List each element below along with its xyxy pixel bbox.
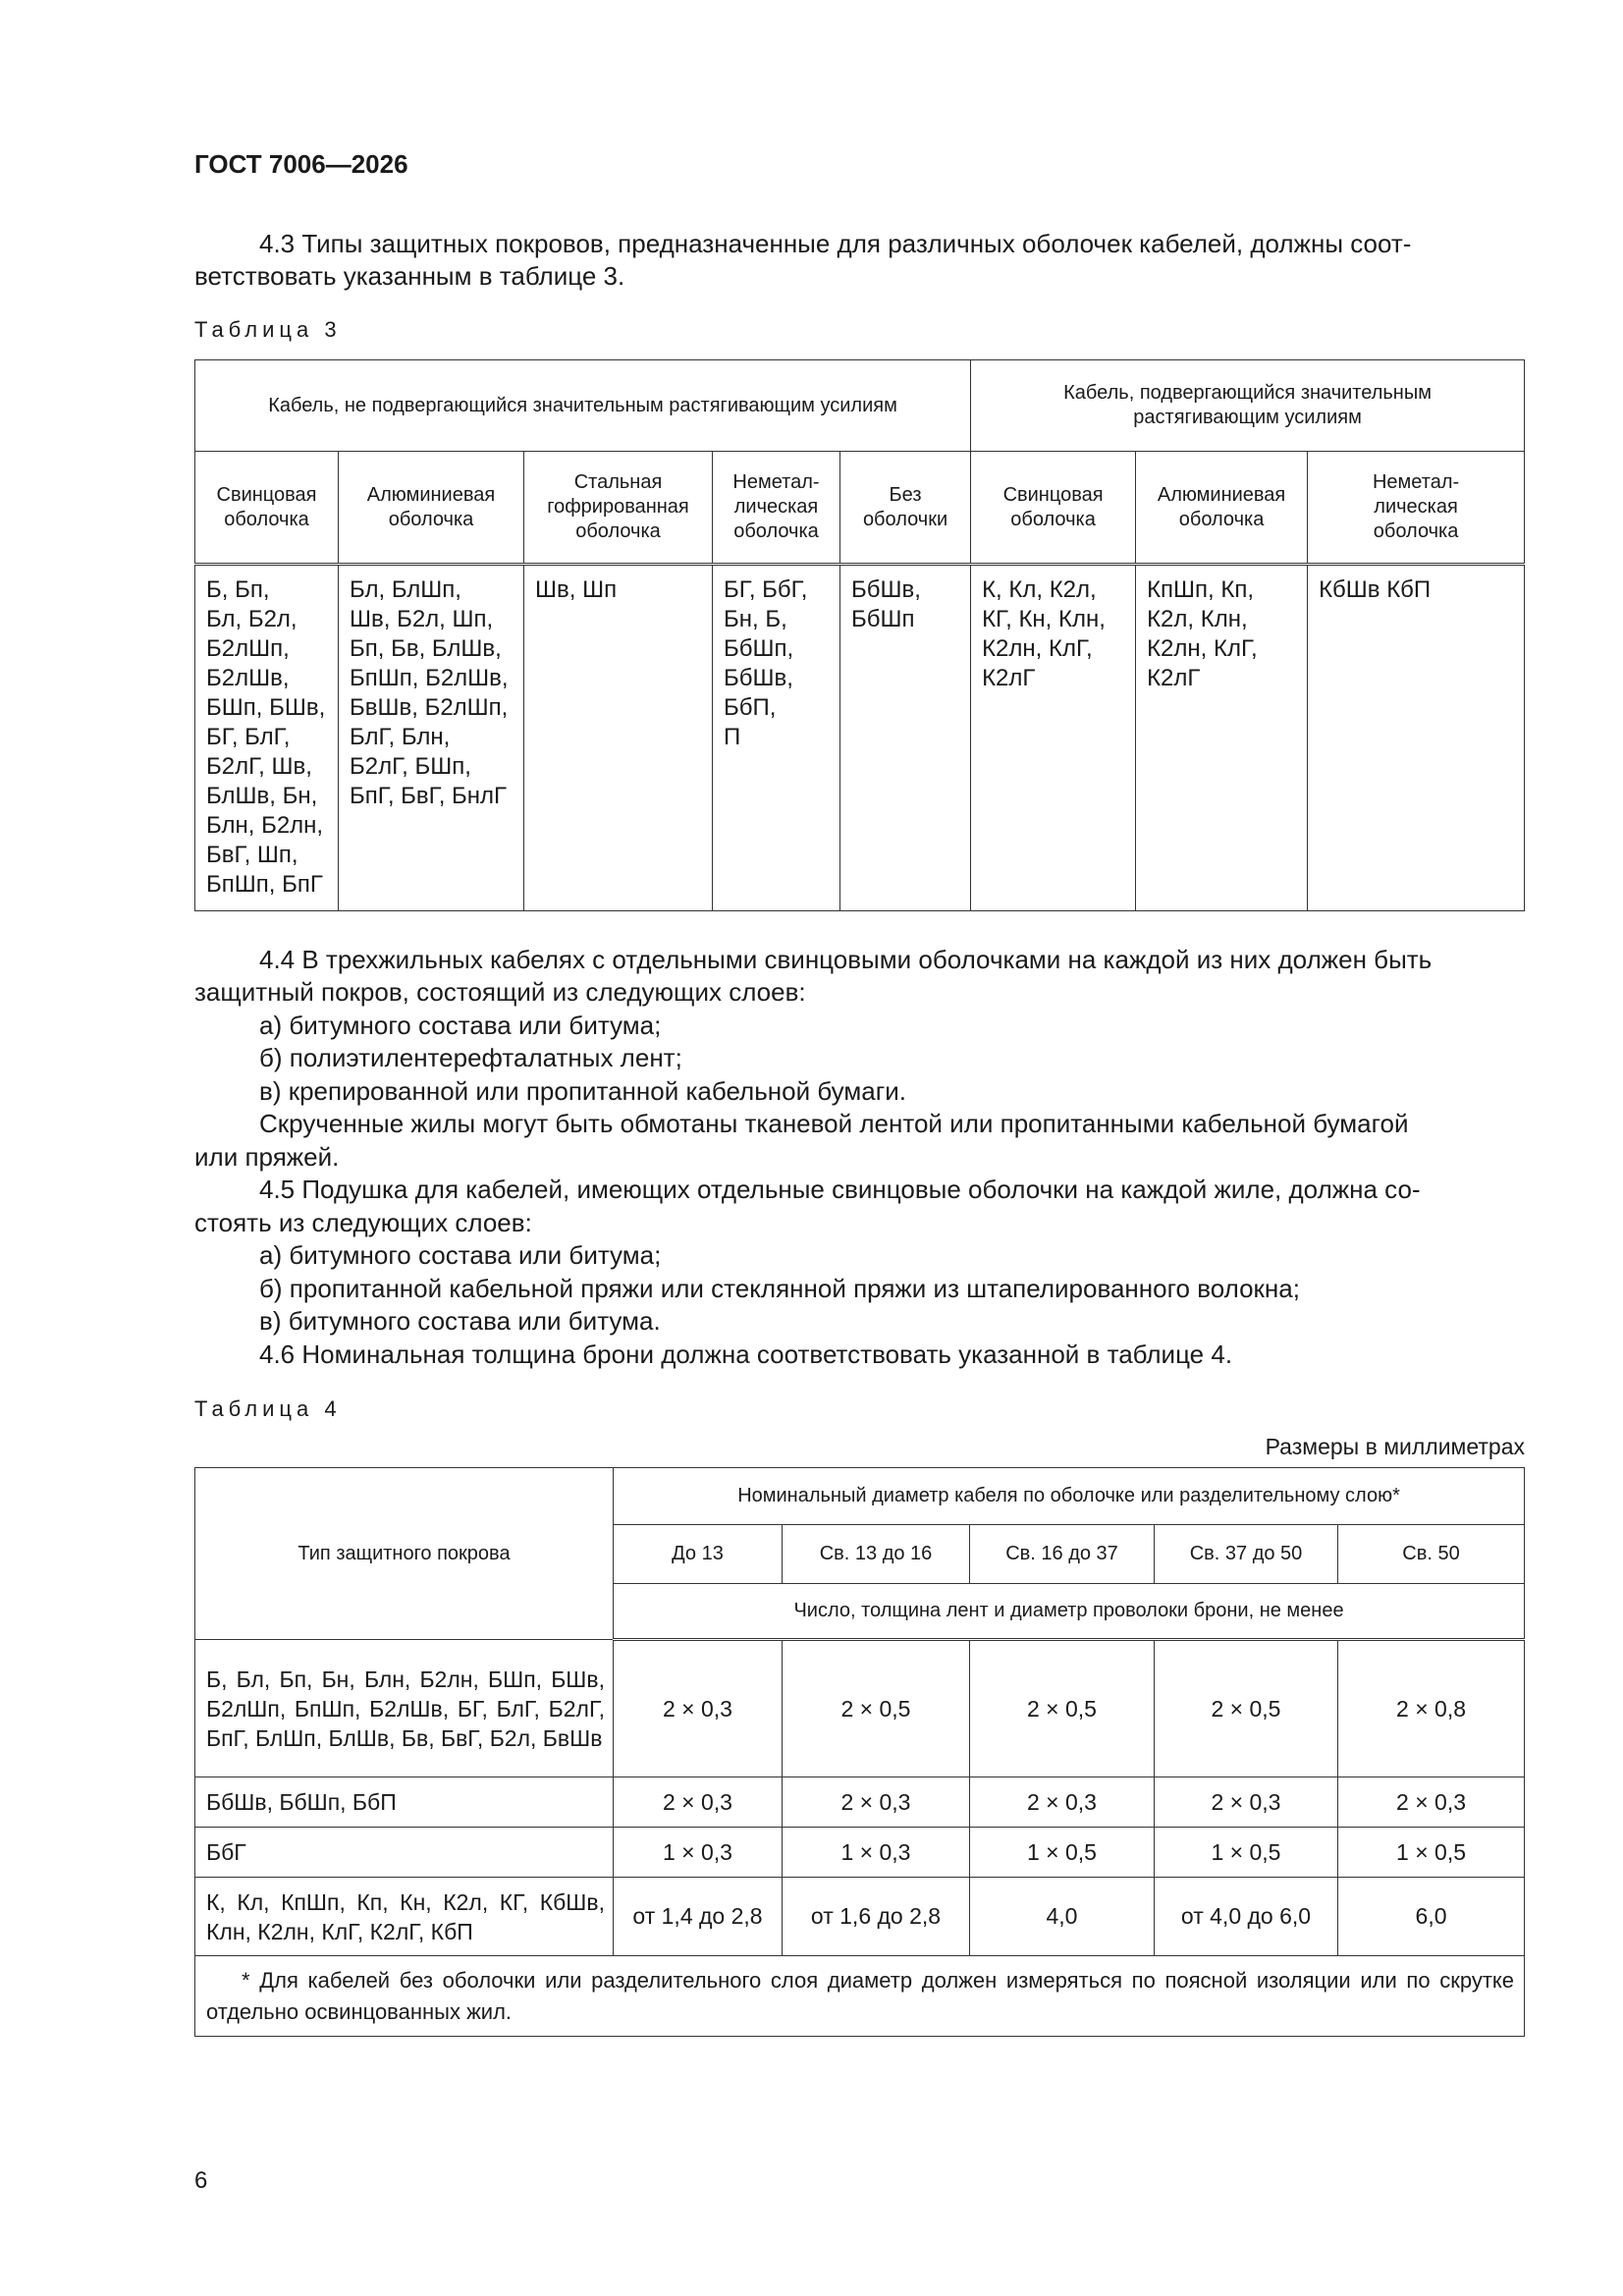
t4-value-cell: от 1,4 до 2,8 (614, 1878, 783, 1956)
t3-cell-nonmetal: БГ, БбГ, Бн, Б, БбШп, БбШв, БбП, П (713, 565, 840, 911)
t4-type-cell: БбГ (195, 1828, 614, 1878)
para-4-4-line-4: или пряжей. (194, 1142, 340, 1172)
t4-value-cell: 2 × 0,3 (970, 1777, 1155, 1828)
t4-range: Св. 16 до 37 (970, 1525, 1155, 1584)
t4-range: Св. 37 до 50 (1155, 1525, 1338, 1584)
table-3 (194, 359, 1525, 911)
t4-value-cell: 2 × 0,5 (970, 1640, 1155, 1777)
para-4-5-item-c: в) битумного состава или битума. (259, 1306, 661, 1336)
t3-cell-aluminium: Бл, БлШп, Шв, Б2л, Шп, Бп, Бв, БлШв, БпШп, Б2лШв, БвШв, Б2лШп, БлГ, Блн, Б2лГ, БШп, БпГ, БвГ, БнлГ (339, 565, 524, 911)
t4-value-cell: 1 × 0,3 (614, 1828, 783, 1878)
t4-value-cell: 4,0 (970, 1878, 1155, 1956)
para-4-4-line-2: защитный покров, состоящий из следующих слоев: (194, 977, 806, 1007)
para-4-4-line-3: Скрученные жилы могут быть обмотаны тканевой лентой или пропитанными кабельной бумагой (259, 1109, 1409, 1138)
t4-value-cell: 1 × 0,5 (970, 1828, 1155, 1878)
t4-value-cell: 6,0 (1338, 1878, 1525, 1956)
t4-value-cell: 2 × 0,5 (1155, 1640, 1338, 1777)
para-4-3-line-2: ветствовать указанным в таблице 3. (194, 261, 625, 291)
table-4-units: Размеры в миллиметрах (1265, 1434, 1525, 1459)
para-4-6: 4.6 Номинальная толщина брони должна соответствовать указанной в таблице 4. (259, 1339, 1233, 1369)
t4-value-cell: 2 × 0,3 (614, 1640, 783, 1777)
t4-value-cell: 1 × 0,5 (1338, 1828, 1525, 1878)
table-4 (194, 1467, 1525, 2037)
para-4-5-line-1: 4.5 Подушка для кабелей, имеющих отдельные свинцовые оболочки на каждой жиле, должна со- (259, 1175, 1421, 1204)
t3-cell-lead: Б, Бп, Бл, Б2л, Б2лШп, Б2лШв, БШп, БШв, БГ, БлГ, Б2лГ, Шв, БлШв, Бн, Блн, Б2лн, БвГ, Шп, БпШп, БпГ (195, 565, 339, 911)
document-header: ГОСТ 7006—2026 (194, 149, 408, 179)
t4-value-cell: 2 × 0,3 (614, 1777, 783, 1828)
para-4-4-item-b: б) полиэтилентерефталатных лент; (259, 1043, 682, 1072)
para-4-5-item-b: б) пропитанной кабельной пряжи или стеклянной пряжи из штапелированного волокна; (259, 1274, 1300, 1303)
t4-type-cell: БбШв, БбШп, БбП (195, 1777, 614, 1828)
t3-cell-aluminium-stretched: КпШп, Кп, К2л, Клн, К2лн, КлГ, К2лГ (1136, 565, 1308, 911)
para-4-5-line-2: стоять из следующих слоев: (194, 1208, 532, 1237)
t3-col-header: Неметал- лическая оболочка (1308, 452, 1525, 565)
t4-subheader: Число, толщина лент и диаметр проволоки брони, не менее (614, 1584, 1525, 1640)
t4-footnote: * Для кабелей без оболочки или разделительного слоя диаметр должен измеряться по поясной изоляции или по скрутке отдельно освинцованных жил. (195, 1956, 1525, 2037)
t3-cell-steel: Шв, Шп (524, 565, 713, 911)
table-row (195, 1640, 1525, 1777)
t4-value-cell: 1 × 0,5 (1155, 1828, 1338, 1878)
t4-type-cell: Б, Бл, Бп, Бн, Блн, Б2лн, БШп, БШв, Б2лШп, БпШп, Б2лШв, БГ, БлГ, Б2лГ, БпГ, БлШп, БлШв, Бв, БвГ, Б2л, БвШв (195, 1640, 614, 1777)
t4-type-cell: К, Кл, КпШп, Кп, Кн, К2л, КГ, КбШв, Клн, К2лн, КлГ, К2лГ, КбП (195, 1878, 614, 1956)
t3-cell-no-sheath: БбШв, БбШп (840, 565, 971, 911)
t4-value-cell: 2 × 0,8 (1338, 1640, 1525, 1777)
para-4-4-item-c: в) крепированной или пропитанной кабельной бумаги. (259, 1076, 906, 1106)
t3-col-header: Без оболочки (840, 452, 971, 565)
para-4-3-line-1: 4.3 Типы защитных покровов, предназначенные для различных оболочек кабелей, должны соот- (259, 229, 1412, 258)
para-4-5-item-a: а) битумного состава или битума; (259, 1240, 662, 1270)
t4-range: Св. 13 до 16 (783, 1525, 970, 1584)
page-number: 6 (194, 2167, 208, 2194)
t3-group-stretched: Кабель, подвергающийся значительным растягивающим усилиям (971, 360, 1525, 452)
table-row (195, 1878, 1525, 1956)
table-3-caption: Таблица 3 (194, 317, 342, 342)
table-4-caption: Таблица 4 (194, 1396, 342, 1421)
t3-col-header: Свинцовая оболочка (195, 452, 339, 565)
t4-range: До 13 (614, 1525, 783, 1584)
t4-value-cell: 2 × 0,3 (1338, 1777, 1525, 1828)
t3-col-header: Стальная гофрированная оболочка (524, 452, 713, 565)
t4-group-diameter: Номинальный диаметр кабеля по оболочке или разделительному слою* (614, 1468, 1525, 1525)
t4-value-cell: 2 × 0,3 (783, 1777, 970, 1828)
table-row (195, 1828, 1525, 1878)
t4-value-cell: 2 × 0,5 (783, 1640, 970, 1777)
t3-cell-nonmetal-stretched: КбШв КбП (1308, 565, 1525, 911)
t4-value-cell: 2 × 0,3 (1155, 1777, 1338, 1828)
t4-col-type: Тип защитного покрова (195, 1468, 614, 1640)
t4-value-cell: от 4,0 до 6,0 (1155, 1878, 1338, 1956)
table-row (195, 1777, 1525, 1828)
t3-col-header: Алюминиевая оболочка (1136, 452, 1308, 565)
para-4-4-item-a: а) битумного состава или битума; (259, 1011, 662, 1040)
t4-value-cell: 1 × 0,3 (783, 1828, 970, 1878)
t3-col-header: Свинцовая оболочка (971, 452, 1136, 565)
para-4-4-line-1: 4.4 В трехжильных кабелях с отдельными свинцовыми оболочками на каждой из них должен быть (259, 945, 1433, 974)
t3-col-header: Неметал- лическая оболочка (713, 452, 840, 565)
t4-range: Св. 50 (1338, 1525, 1525, 1584)
t3-col-header: Алюминиевая оболочка (339, 452, 524, 565)
t3-group-not-stretched: Кабель, не подвергающийся значительным растягивающим усилиям (195, 360, 971, 452)
t4-value-cell: от 1,6 до 2,8 (783, 1878, 970, 1956)
t3-cell-lead-stretched: К, Кл, К2л, КГ, Кн, Клн, К2лн, КлГ, К2лГ (971, 565, 1136, 911)
